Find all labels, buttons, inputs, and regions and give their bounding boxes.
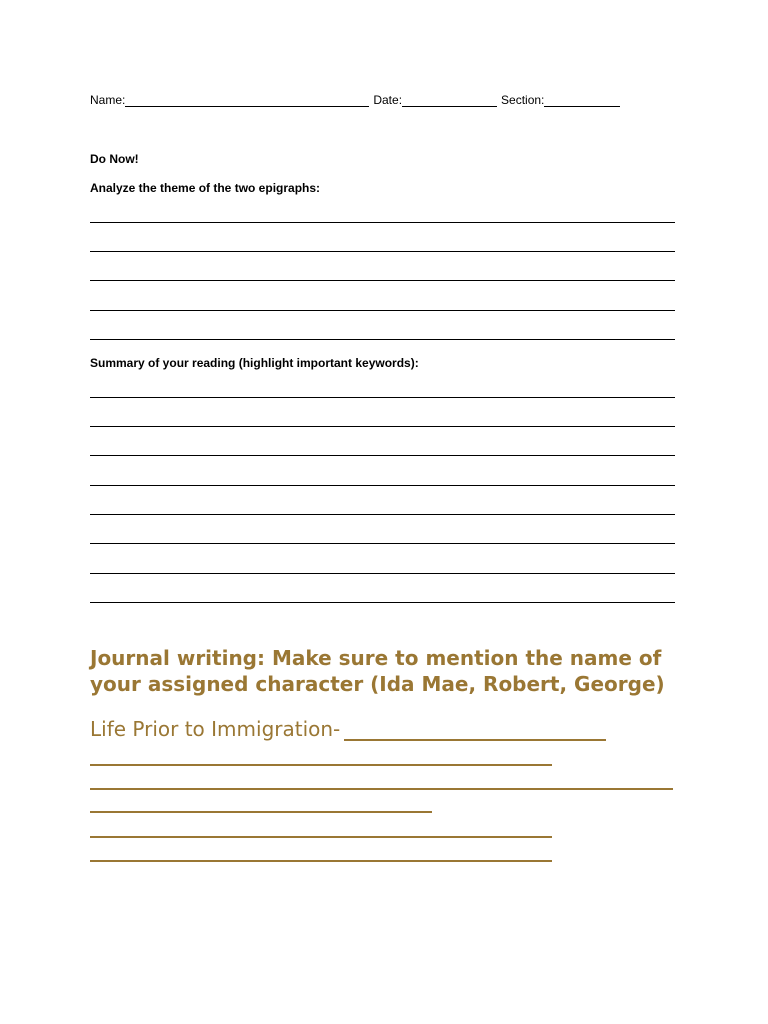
- summary-answer-line[interactable]: [90, 426, 675, 427]
- life-prior-line: [90, 717, 606, 741]
- section-label: Section:: [501, 93, 545, 107]
- summary-prompt: Summary of your reading (highlight important keywords):: [90, 356, 419, 370]
- journal-answer-line[interactable]: [90, 836, 552, 838]
- summary-answer-line[interactable]: [90, 455, 675, 456]
- summary-answer-line[interactable]: [90, 543, 675, 544]
- journal-answer-line[interactable]: [90, 788, 673, 790]
- epigraph-answer-line[interactable]: [90, 280, 675, 281]
- student-info-line: [90, 93, 624, 107]
- epigraph-answer-line[interactable]: [90, 222, 675, 223]
- summary-answer-line[interactable]: [90, 573, 675, 574]
- epigraph-prompt: Analyze the theme of the two epigraphs:: [90, 181, 321, 195]
- section-blank[interactable]: [544, 95, 620, 107]
- summary-answer-line[interactable]: [90, 514, 675, 515]
- summary-answer-line[interactable]: [90, 397, 675, 398]
- epigraph-answer-line[interactable]: [90, 339, 675, 340]
- life-prior-label: Life Prior to Immigration-: [90, 717, 341, 741]
- journal-answer-line[interactable]: [90, 860, 552, 862]
- name-label: Name:: [90, 93, 126, 107]
- epigraph-answer-line[interactable]: [90, 251, 675, 252]
- life-prior-blank[interactable]: [344, 717, 606, 741]
- date-blank[interactable]: [402, 95, 497, 107]
- do-now-heading: Do Now!: [90, 152, 139, 166]
- journal-answer-line[interactable]: [90, 764, 552, 766]
- name-blank[interactable]: [125, 95, 369, 107]
- journal-answer-line[interactable]: [90, 811, 432, 813]
- summary-answer-line[interactable]: [90, 485, 675, 486]
- epigraph-answer-line[interactable]: [90, 310, 675, 311]
- summary-answer-line[interactable]: [90, 602, 675, 603]
- date-label: Date:: [373, 93, 403, 107]
- journal-title: Journal writing: Make sure to mention the name of your assigned character (Ida Mae, Robert, George): [90, 646, 665, 696]
